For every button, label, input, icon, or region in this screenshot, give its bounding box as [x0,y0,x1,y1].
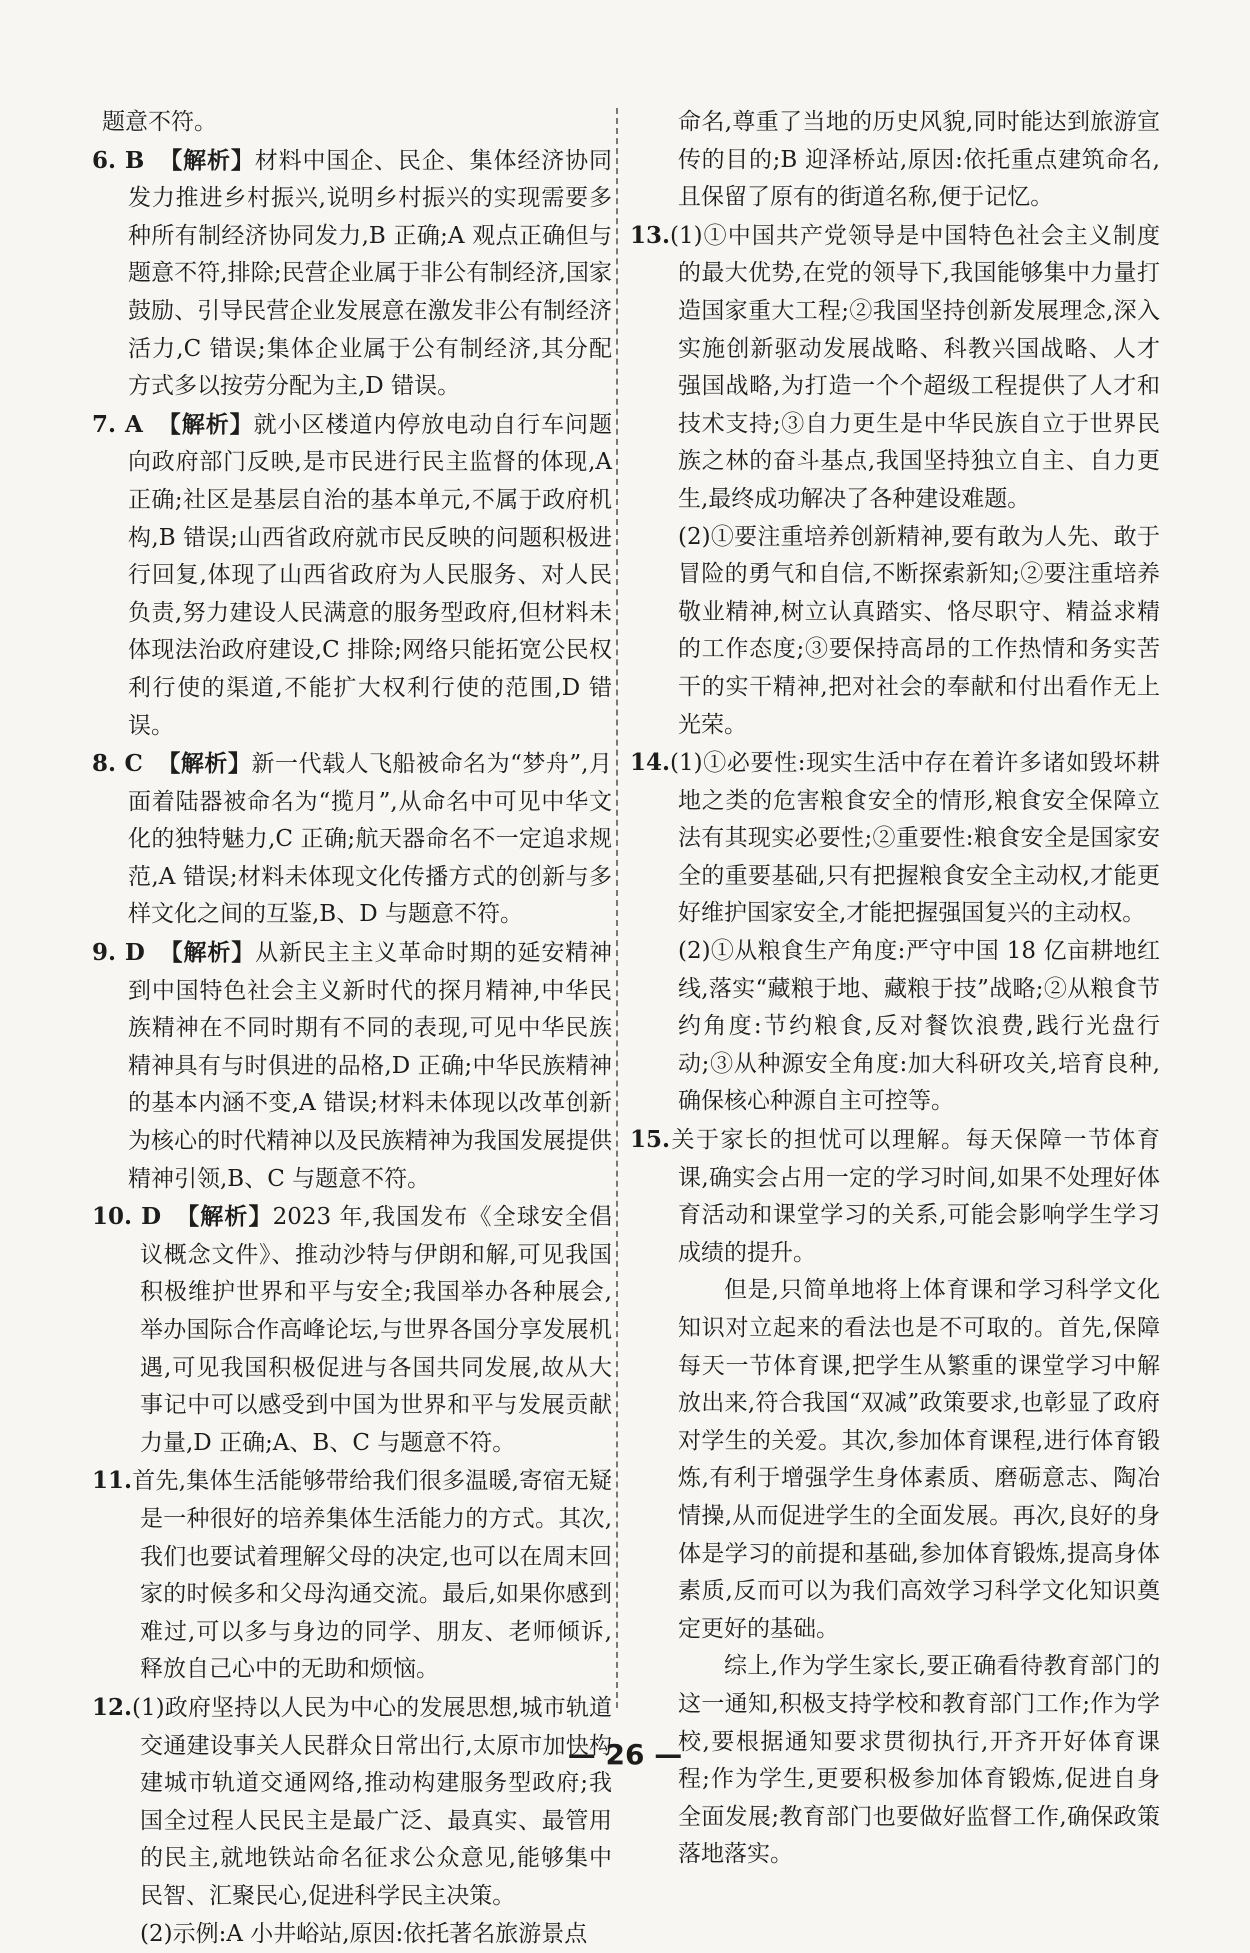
answer-text: 关于家长的担忧可以理解。每天保障一节体育课,确实会占用一定的学习时间,如果不处理好体育活动和课堂学习的关系,可能会影响学生学习成绩的提升。 [670,1127,1160,1266]
column-divider [616,108,618,1708]
question-number: 12. [92,1694,132,1721]
answer-14-part1 [630,744,1160,933]
question-number: 13. [630,222,670,249]
answer-text: 就小区楼道内停放电动自行车问题向政府部门反映,是市民进行民主监督的体现,A 正确;社区是基层自治的基本单元,不属于政府机构,B 错误;山西省政府就市民反映的问题积极进行回复,体现了山西省政府为人民服务、对人民负责,努力建设人民满意的服务型政府,但材料未体现法治政府建设,C 排除;网络只能拓宽公民权利行使的渠道,不能扩大权利行使的范围,D 错误。 [128,412,612,739]
answer-text: 2023 年,我国发布《全球安全倡议概念文件》、推动沙特与伊朗和解,可见我国积极维护世界和平与安全;我国举办各种展会,举办国际合作高峰论坛,与世界各国分享发展机遇,可见我国积极促进与各国共同发展,故从大事记中可以感受到中国为世界和平与发展贡献力量,D 正确;A、B、C 与题意不符。 [140,1204,612,1456]
answer-text: 从新民主主义革命时期的延安精神到中国特色社会主义新时代的探月精神,中华民族精神在不同时期有不同的表现,可见中华民族精神具有与时俱进的品格,D 正确;中华民族精神的基本内涵不变,A 错误;材料未体现以改革创新为核心的时代精神以及民族精神为我国发展提供精神引领,B、C 与题意不符。 [128,940,612,1192]
answer-12-part2 [92,1916,612,1953]
question-number: 14. [630,749,670,776]
answer-13-part2 [630,519,1160,745]
question-number: 10. D [92,1203,161,1230]
answer-12-part1 [92,1689,612,1916]
answer-text: 但是,只简单地将上体育课和学习科学文化知识对立起来的看法也是不可取的。首先,保障每天一节体育课,把学生从繁重的课堂学习中解放出来,符合我国“双减”政策要求,也彰显了政府对学生的关爱。其次,参加体育课程,进行体育锻炼,有利于增强学生身体素质、磨砺意志、陶冶情操,从而促进学生的全面发展。再次,良好的身体是学习的前提和基础,参加体育锻炼,提高身体素质,反而可以为我们高效学习科学文化知识奠定更好的基础。 [678,1277,1160,1641]
answer-text: (1)①必要性:现实生活中存在着许多诸如毁坏耕地之类的危害粮食安全的情形,粮食安全保障立法有其现实必要性;②重要性:粮食安全是国家安全的重要基础,只有把握粮食安全主动权,才能更好维护国家安全,才能把握强国复兴的主动权。 [670,750,1160,926]
answer-text: (2)示例:A 小井峪站,原因:依托著名旅游景点 [140,1921,587,1947]
question-number: 7. A [92,411,143,438]
analysis-tag: 【解析】 [175,1203,273,1230]
answer-text: 首先,集体生活能够带给我们很多温暖,寄宿无疑是一种很好的培养集体生活能力的方式。其次,我们也要试着理解父母的决定,也可以在周末回家的时候多和父母沟通交流。最后,如果你感到难过,可以多与身边的同学、朋友、老师倾诉,释放自己心中的无助和烦恼。 [132,1468,612,1682]
answer-14-part2 [630,933,1160,1121]
answer-11 [92,1462,612,1689]
answer-6 [92,142,612,406]
answer-15-part1 [630,1121,1160,1272]
answer-text: (1)①中国共产党领导是中国特色社会主义制度的最大优势,在党的领导下,我国能够集中力量打造国家重大工程;②我国坚持创新发展理念,深入实施创新驱动发展战略、科教兴国战略、人才强国战略,为打造一个个超级工程提供了人才和技术支持;③自力更生是中华民族自立于世界民族之林的奋斗基点,我国坚持独立自主、自力更生,最终成功解决了各种建设难题。 [670,223,1160,512]
answer-text: (2)①要注重培养创新精神,要有敢为人先、敢于冒险的勇气和自信,不断探索新知;②要注重培养敬业精神,树立认真踏实、恪尽职守、精益求精的工作态度;③要保持高昂的工作热情和务实苦干的实干精神,把对社会的奉献和付出看作无上光荣。 [678,524,1160,738]
continued-text [92,104,612,142]
page-number: — 26 — [0,1738,1250,1771]
answer-12-continued [630,104,1160,217]
question-number: 15. [630,1126,670,1153]
analysis-tag: 【解析】 [159,939,255,966]
answer-8 [92,745,612,934]
answer-text: (1)政府坚持以人民为中心的发展思想,城市轨道交通建设事关人民群众日常出行,太原市加快构建城市轨道交通网络,推动构建服务型政府;我国全过程人民民主是最广泛、最真实、最管用的民主,就地铁站命名征求公众意见,能够集中民智、汇聚民心,促进科学民主决策。 [132,1695,612,1909]
analysis-tag: 【解析】 [157,750,252,777]
question-number: 9. D [92,939,145,966]
question-number: 8. C [92,750,143,777]
answer-text: 综上,作为学生家长,要正确看待教育部门的这一通知,积极支持学校和教育部门工作;作为学校,要根据通知要求贯彻执行,开齐开好体育课程;作为学生,更要积极参加体育锻炼,促进自身全面发展;教育部门也要做好监督工作,确保政策落地落实。 [678,1653,1160,1867]
question-number: 6. B [92,147,144,174]
left-column [92,104,612,1953]
answer-text: 新一代载人飞船被命名为“梦舟”,月面着陆器被命名为“揽月”,从命名中可见中华文化的独特魅力,C 正确;航天器命名不一定追求规范,A 错误;材料未体现文化传播方式的创新与多样文化之间的互鉴,B、D 与题意不符。 [128,751,612,927]
answer-text: 题意不符。 [102,109,217,135]
right-column [630,104,1160,1874]
answer-13-part1 [630,217,1160,519]
analysis-tag: 【解析】 [157,411,254,438]
answer-text: 材料中国企、民企、集体经济协同发力推进乡村振兴,说明乡村振兴的实现需要多种所有制经济协同发力,B 正确;A 观点正确但与题意不符,排除;民营企业属于非公有制经济,国家鼓励、引导民营企业发展意在激发非公有制经济活力,C 错误;集体企业属于公有制经济,其分配方式多以按劳分配为主,D 错误。 [128,148,612,400]
answer-10 [92,1198,612,1462]
answer-text: (2)①从粮食生产角度:严守中国 18 亿亩耕地红线,落实“藏粮于地、藏粮于技”战略;②从粮食节约角度:节约粮食,反对餐饮浪费,践行光盘行动;③从种源安全角度:加大科研攻关,培育良种,确保核心种源自主可控等。 [678,938,1160,1114]
answer-9 [92,934,612,1198]
analysis-tag: 【解析】 [158,147,254,174]
question-number: 11. [92,1467,132,1494]
answer-7 [92,406,612,745]
answer-text: 命名,尊重了当地的历史风貌,同时能达到旅游宣传的目的;B 迎泽桥站,原因:依托重点建筑命名,且保留了原有的街道名称,便于记忆。 [678,109,1160,210]
answer-15-part2 [630,1272,1160,1648]
